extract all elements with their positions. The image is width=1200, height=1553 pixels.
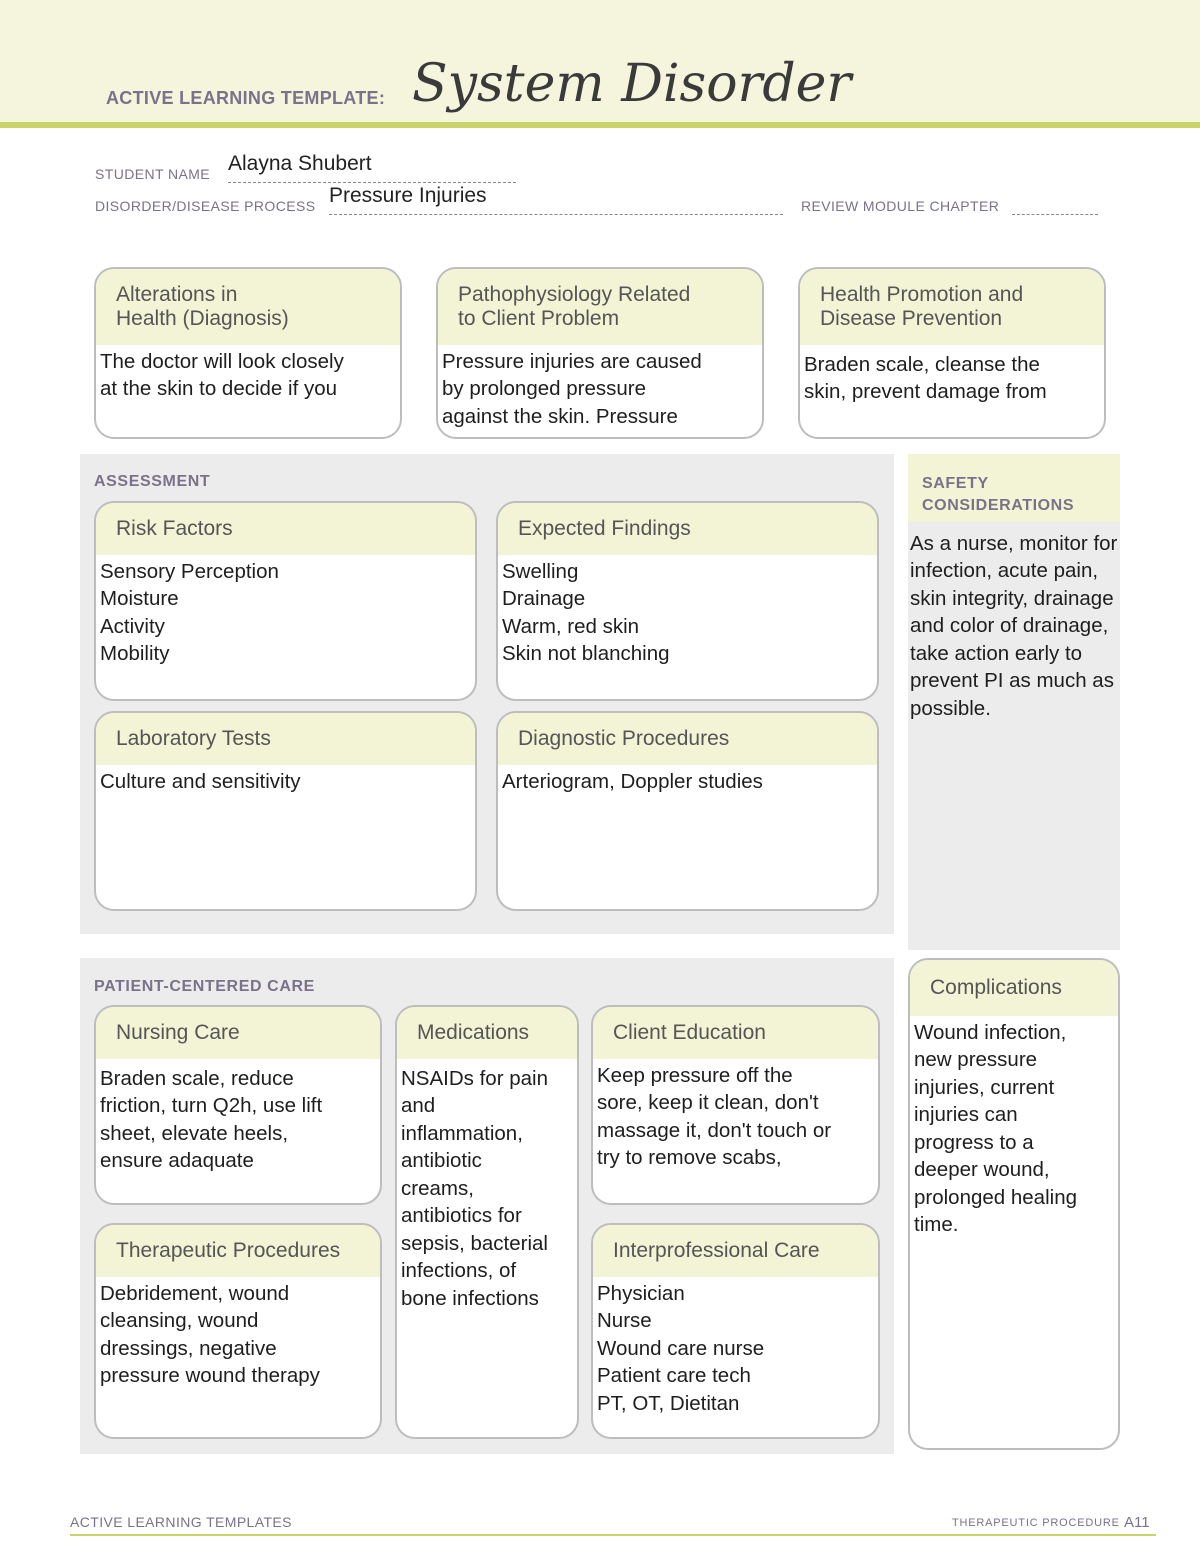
header-rule	[0, 122, 1200, 128]
medications-title: Medications	[397, 1007, 577, 1059]
client-education-body[interactable]: Keep pressure off the sore, keep it clean, don't massage it, don't touch or try to remove scabs,	[597, 1064, 832, 1170]
interprofessional-care-title: Interprofessional Care	[593, 1225, 878, 1277]
medications-body[interactable]: NSAIDs for pain and inflammation, antibiotic creams, antibiotics for sepsis, bacterial infections, of bone infections	[401, 1067, 548, 1310]
pathophysiology-body[interactable]: Pressure injuries are caused by prolonged pressure against the skin. Pressure	[442, 350, 702, 428]
complications-card	[908, 958, 1120, 1450]
complications-title: Complications	[910, 960, 1118, 1016]
student-name-label: STUDENT NAME	[95, 166, 210, 182]
diagnostic-procedures-card	[496, 711, 879, 911]
diagnostic-procedures-body[interactable]: Arteriogram, Doppler studies	[502, 770, 763, 793]
patient-care-title: PATIENT-CENTERED CARE	[94, 978, 315, 995]
nursing-care-body[interactable]: Braden scale, reduce friction, turn Q2h, use lift sheet, elevate heels, ensure adaquate	[100, 1067, 323, 1173]
footer-left: ACTIVE LEARNING TEMPLATES	[70, 1514, 292, 1530]
alterations-title: Alterations in Health (Diagnosis)	[96, 269, 400, 345]
pathophysiology-title: Pathophysiology Related to Client Problem	[438, 269, 762, 345]
alterations-card	[94, 267, 402, 439]
therapeutic-procedures-body[interactable]: Debridement, wound cleansing, wound dressings, negative pressure wound therapy	[100, 1282, 320, 1388]
footer-page-number: A11	[1124, 1514, 1150, 1531]
interprofessional-care-card	[591, 1223, 880, 1439]
risk-factors-title: Risk Factors	[96, 503, 475, 555]
lab-tests-card	[94, 711, 477, 911]
student-name-line	[228, 182, 516, 183]
disorder-line	[329, 214, 783, 215]
safety-title: SAFETY CONSIDERATIONS	[922, 475, 1075, 515]
assessment-title: ASSESSMENT	[94, 473, 211, 490]
medications-card	[395, 1005, 579, 1439]
risk-factors-body[interactable]: Sensory Perception Moisture Activity Mobility	[100, 560, 279, 666]
lab-tests-body[interactable]: Culture and sensitivity	[100, 770, 301, 793]
health-promotion-body[interactable]: Braden scale, cleanse the skin, prevent damage from	[804, 353, 1047, 404]
pathophysiology-card	[436, 267, 764, 439]
complications-body[interactable]: Wound infection, new pressure injuries, current injuries can progress to a deeper wound, prolonged healing time.	[914, 1021, 1077, 1237]
disorder-value[interactable]: Pressure Injuries	[329, 184, 487, 207]
chapter-line[interactable]	[1012, 214, 1098, 215]
alterations-body[interactable]: The doctor will look closely at the skin to decide if you	[100, 350, 344, 401]
interprofessional-care-body[interactable]: Physician Nurse Wound care nurse Patient care tech PT, OT, Dietitan	[597, 1282, 765, 1415]
risk-factors-card	[94, 501, 477, 701]
therapeutic-procedures-title: Therapeutic Procedures	[96, 1225, 380, 1277]
nursing-care-card	[94, 1005, 382, 1205]
student-name-value[interactable]: Alayna Shubert	[228, 152, 372, 175]
safety-body[interactable]: As a nurse, monitor for infection, acute pain, skin integrity, drainage and color of drainage, take action early to prevent PI as much as possible.	[910, 532, 1118, 720]
therapeutic-procedures-card	[94, 1223, 382, 1439]
footer-rule	[70, 1534, 1156, 1536]
lab-tests-title: Laboratory Tests	[96, 713, 475, 765]
client-education-card	[591, 1005, 880, 1205]
footer-right: THERAPEUTIC PROCEDURE	[952, 1517, 1120, 1529]
template-title: System Disorder	[412, 54, 852, 114]
template-label: ACTIVE LEARNING TEMPLATE:	[106, 88, 386, 108]
disorder-label: DISORDER/DISEASE PROCESS	[95, 198, 316, 214]
diagnostic-procedures-title: Diagnostic Procedures	[498, 713, 877, 765]
nursing-care-title: Nursing Care	[96, 1007, 380, 1059]
expected-findings-card	[496, 501, 879, 701]
client-education-title: Client Education	[593, 1007, 878, 1059]
expected-findings-title: Expected Findings	[498, 503, 877, 555]
chapter-label: REVIEW MODULE CHAPTER	[801, 198, 1000, 214]
health-promotion-title: Health Promotion and Disease Prevention	[800, 269, 1104, 345]
health-promotion-card	[798, 267, 1106, 439]
expected-findings-body[interactable]: Swelling Drainage Warm, red skin Skin not blanching	[502, 560, 670, 666]
